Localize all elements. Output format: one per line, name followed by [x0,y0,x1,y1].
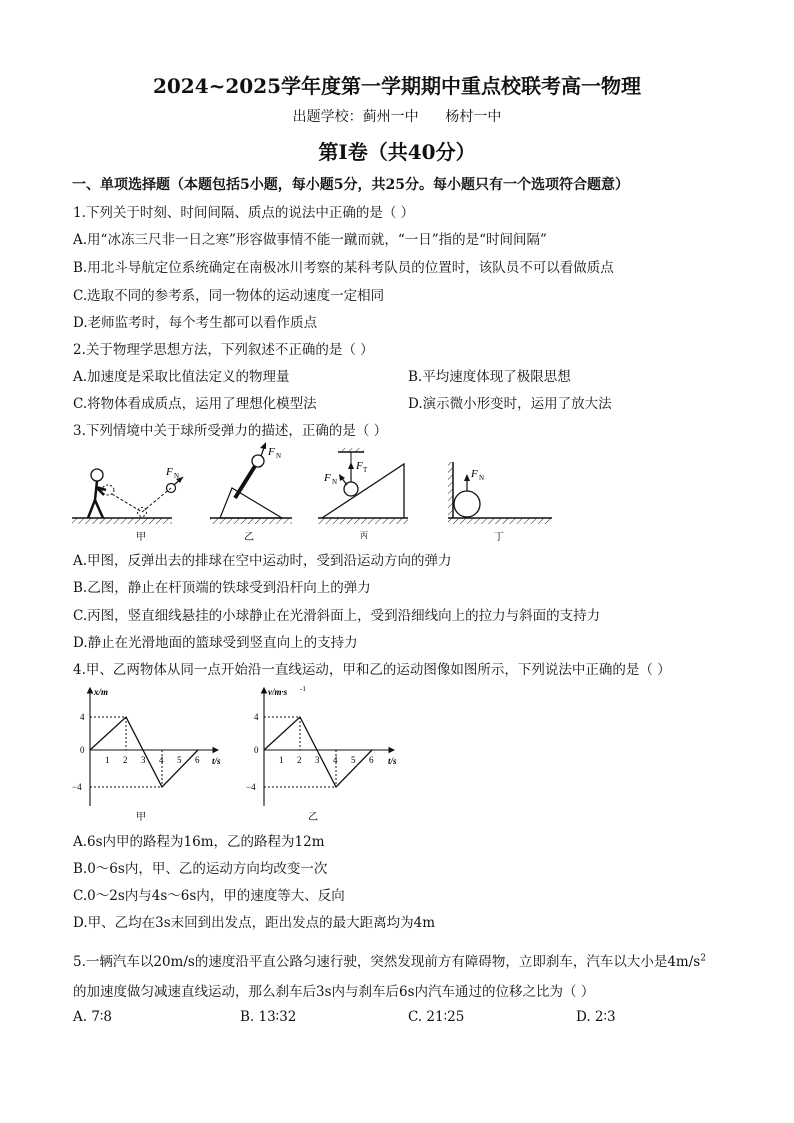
q5-option-d: D. 2∶3 [576,1009,616,1025]
svg-text:−4: −4 [72,782,82,792]
svg-text:F: F [166,466,173,478]
q1-option-a: A.用“冰冻三尺非一日之寒”形容做事情不能一蹴而就，“一日”指的是“时间间隔” [73,232,547,248]
svg-text:T: T [363,466,368,474]
q4-stem: 4.甲、乙两物体从同一点开始沿一直线运动，甲和乙的运动图像如图所示，下列说法中正确的是（ ） [73,662,671,678]
figure-bing [318,448,408,540]
svg-text:0: 0 [80,745,85,755]
svg-text:4: 4 [333,755,338,765]
svg-text:3: 3 [141,755,146,765]
svg-text:F: F [324,472,331,484]
svg-text:5: 5 [351,755,356,765]
svg-text:1: 1 [279,755,284,765]
svg-text:丁: 丁 [494,532,504,543]
volume-heading: 第Ⅰ卷（共40分） [318,140,476,164]
q1-option-c: C.选取不同的参考系，同一物体的运动速度一定相同 [73,288,385,304]
svg-text:丙: 丙 [360,531,368,540]
q2-stem: 2.关于物理学思想方法，下列叙述不正确的是（ ） [73,342,374,358]
q1-option-b: B.用北斗导航定位系统确定在南极冰川考察的某科考队员的位置时，该队员不可以看做质点 [73,260,614,276]
q2-option-b: B.平均速度体现了极限思想 [408,369,571,385]
svg-text:2: 2 [297,755,302,765]
svg-text:2: 2 [123,755,128,765]
q3-figures [70,440,560,546]
svg-text:3: 3 [315,755,320,765]
figure-ding [448,462,552,543]
q5-stem-line2: 的加速度做匀减速直线运动，那么刹车后3s内与刹车后6s内汽车通过的位移之比为（ ） [73,984,595,1000]
graph-yi [246,685,397,823]
q2-option-a: A.加速度是采取比值法定义的物理量 [73,369,290,385]
svg-text:1: 1 [105,755,110,765]
q3-stem: 3.下列情境中关于球所受弹力的描述，正确的是（ ） [73,423,388,439]
exam-schools: 出题学校：蓟州一中 杨村一中 [292,109,502,125]
svg-text:4: 4 [159,755,164,765]
q5-option-c: C. 21∶25 [408,1009,465,1025]
svg-text:t/s: t/s [388,756,397,766]
svg-text:4: 4 [80,712,85,722]
figure-yi [210,442,292,543]
svg-text:甲: 甲 [136,812,146,823]
svg-text:乙: 乙 [308,812,318,823]
graph-jia [72,687,221,823]
svg-text:N: N [332,478,338,486]
svg-text:v/m·s: v/m·s [268,687,288,697]
q4-option-d: D.甲、乙均在3s末回到出发点，距出发点的最大距离均为4m [73,915,436,931]
svg-text:甲: 甲 [136,532,146,543]
section-heading: 一、单项选择题（本题包括5小题，每小题5分，共25分。每小题只有一个选项符合题意） [72,177,629,193]
q3-option-b: B.乙图，静止在杆顶端的铁球受到沿杆向上的弹力 [73,580,371,596]
svg-text:5: 5 [177,755,182,765]
q4-graphs [70,684,420,826]
q4-option-a: A.6s内甲的路程为16m，乙的路程为12m [73,834,325,850]
svg-text:F: F [268,446,275,458]
svg-text:x/m: x/m [94,687,109,697]
q5-option-a: A. 7∶8 [73,1009,113,1025]
svg-text:F: F [356,460,363,472]
svg-text:N: N [174,472,180,480]
figure-jia [72,466,183,543]
q1-option-d: D.老师监考时，每个考生都可以看作质点 [73,315,318,331]
q5-unit-superscript: 2 [700,953,706,964]
svg-text:F: F [471,468,478,480]
q3-option-a: A.甲图，反弹出去的排球在空中运动时，受到沿运动方向的弹力 [73,553,452,569]
q4-option-c: C.0～2s内与4s～6s内，甲的速度等大、反向 [73,888,345,904]
q2-option-c: C.将物体看成质点，运用了理想化模型法 [73,396,317,412]
q3-option-d: D.静止在光滑地面的篮球受到竖直向上的支持力 [73,635,358,651]
svg-text:N: N [479,474,485,482]
svg-text:t/s: t/s [212,756,221,766]
svg-text:4: 4 [254,712,259,722]
svg-text:0: 0 [254,745,259,755]
svg-text:乙: 乙 [244,532,254,543]
q3-option-c: C.丙图，竖直细线悬挂的小球静止在光滑斜面上，受到沿细线向上的拉力与斜面的支持力 [73,608,601,624]
svg-text:-1: -1 [300,685,306,693]
q1-stem: 1.下列关于时刻、时间间隔、质点的说法中正确的是（ ） [73,205,415,221]
q5-option-b: B. 13∶32 [240,1009,297,1025]
svg-text:6: 6 [195,755,200,765]
svg-text:−4: −4 [246,782,256,792]
page-title: 2024~2025学年度第一学期期中重点校联考高一物理 [152,74,642,98]
q2-option-d: D.演示微小形变时，运用了放大法 [408,396,612,412]
svg-text:N: N [276,452,282,460]
q4-option-b: B.0～6s内，甲、乙的运动方向均改变一次 [73,861,328,877]
q5-stem-line1: 5.一辆汽车以20m/s的速度沿平直公路匀速行驶，突然发现前方有障碍物，立即刹车，汽车以大小是$4m/s^2$ [73,953,706,970]
svg-text:6: 6 [369,755,374,765]
